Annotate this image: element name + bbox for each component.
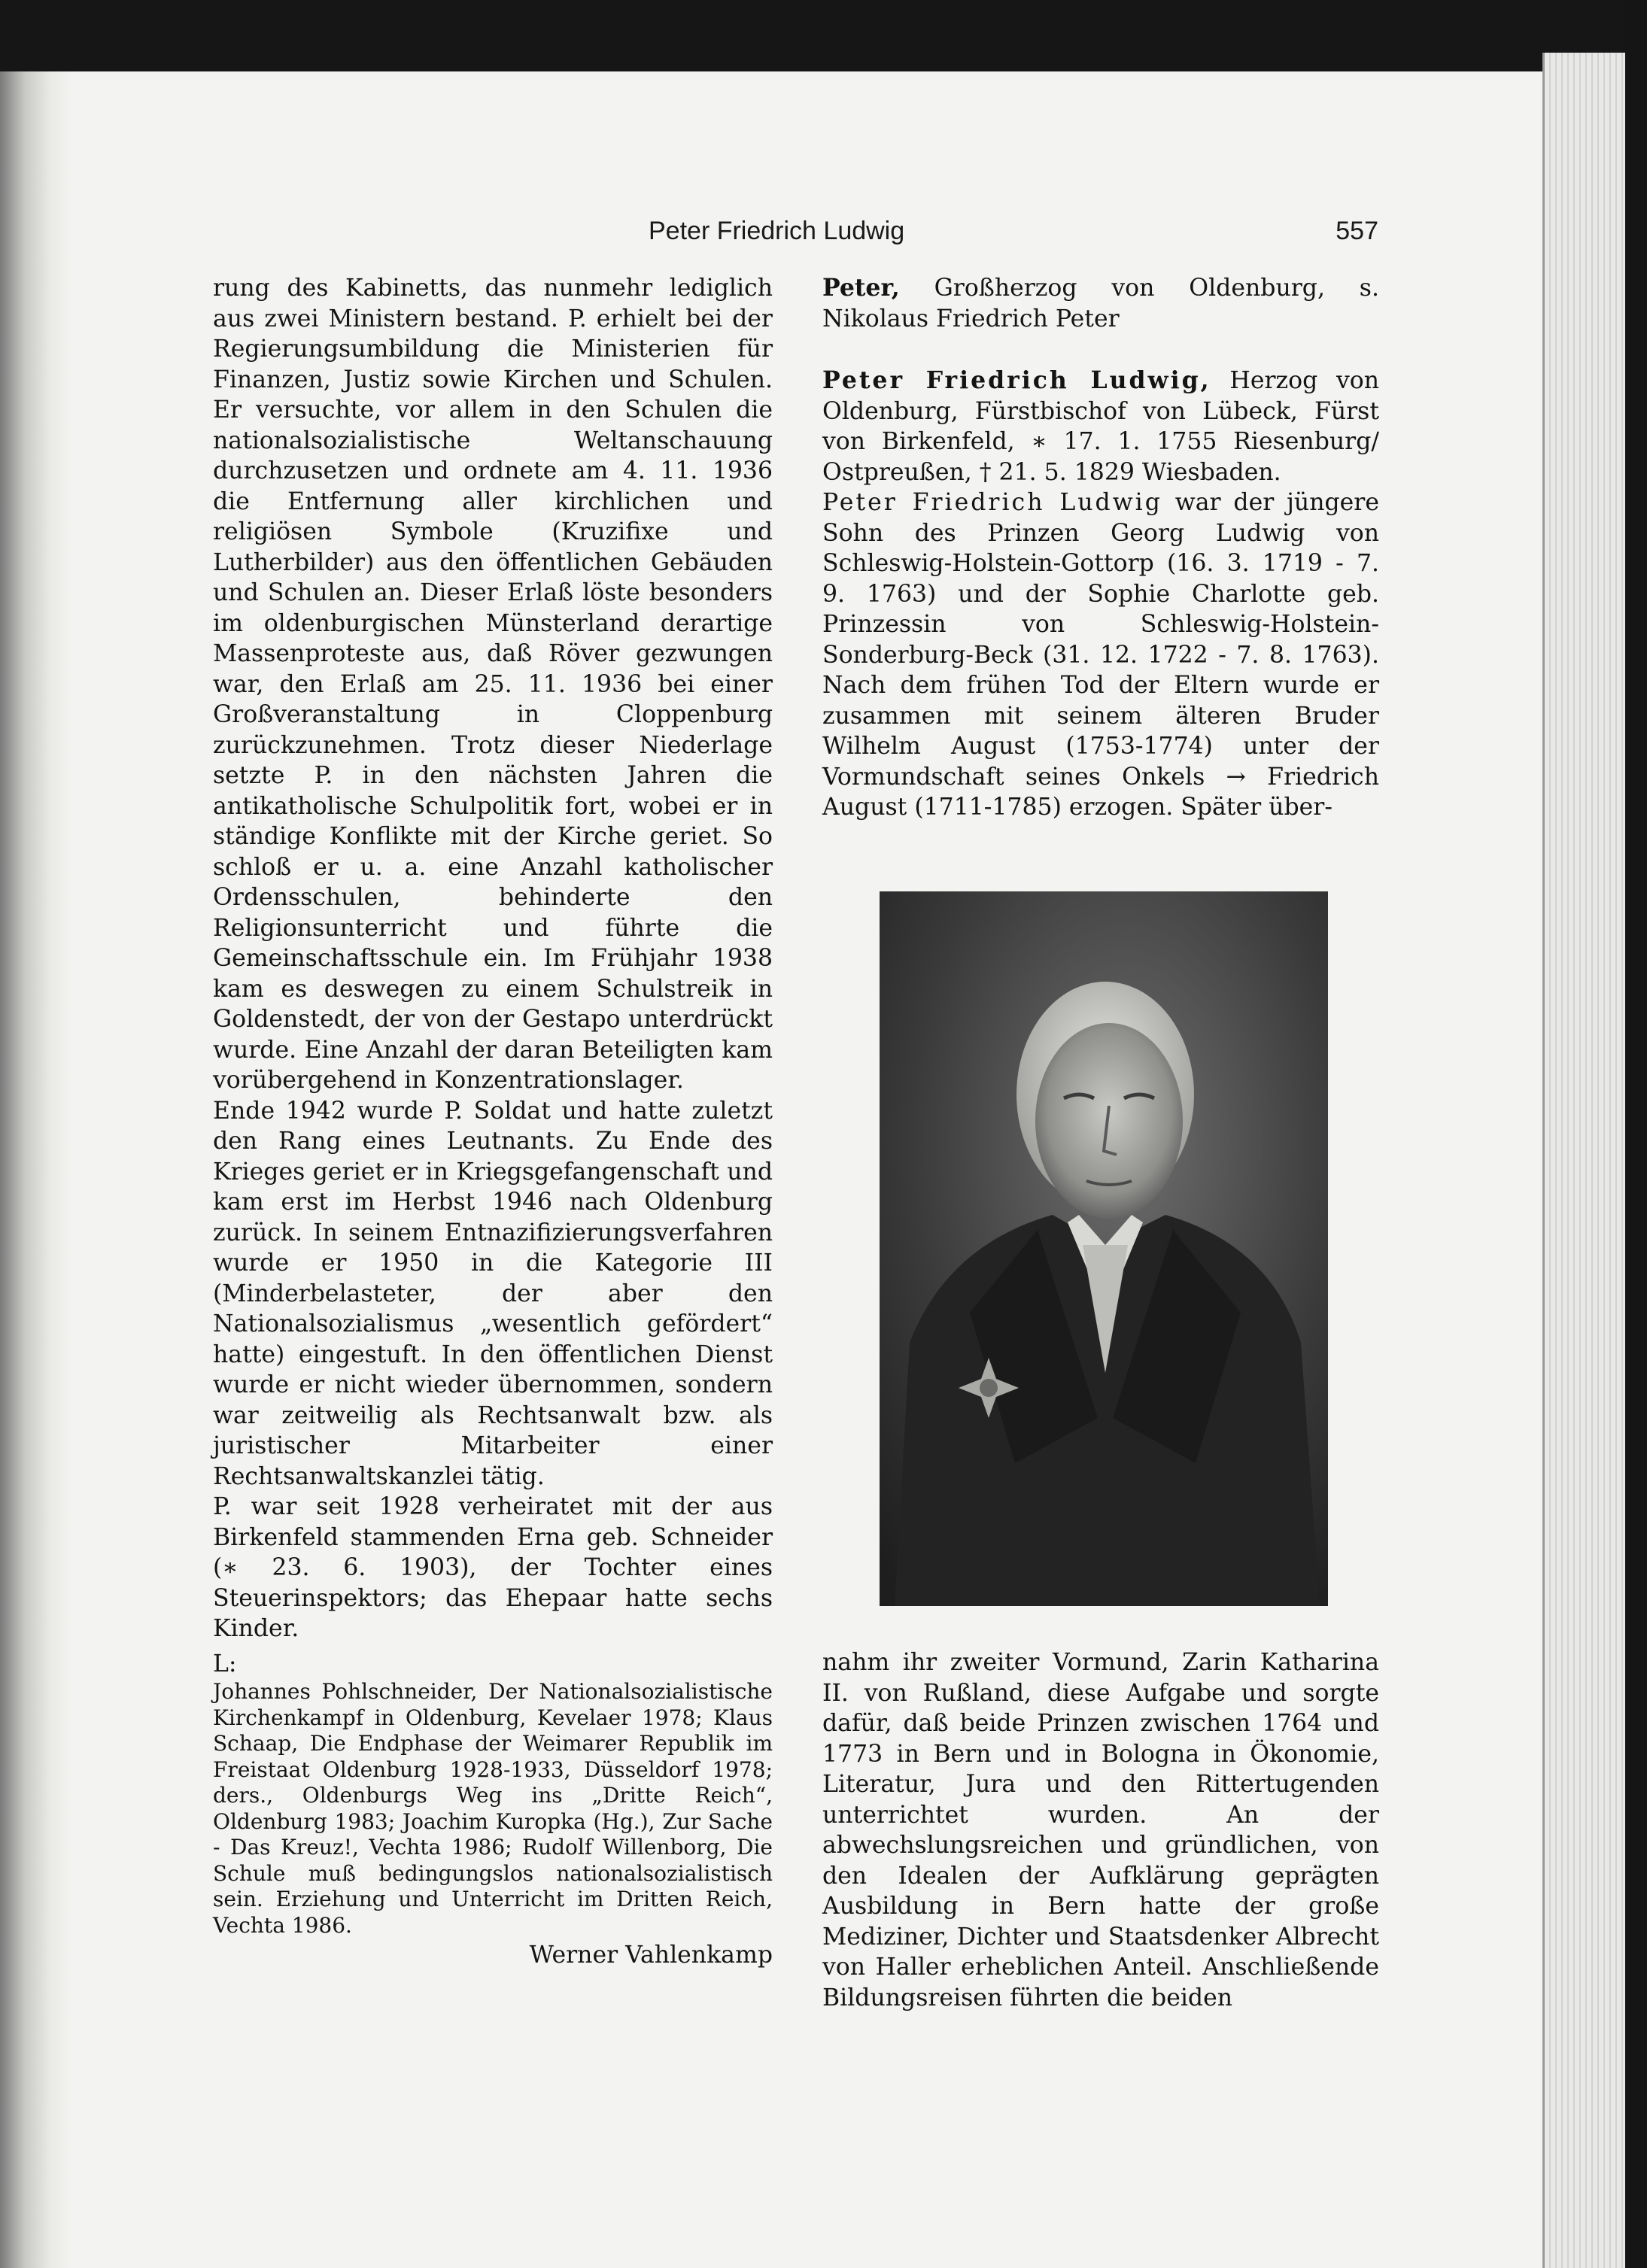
left-paragraph-1: rung des Kabinetts, das nunmehr lediglich aus zwei Ministern bestand. P. erhielt bei der Regierungsumbildung die Ministerien für Finanzen, Justiz sowie Kirchen und Schulen. Er versuchte, vor allem in den Schulen die nationalsozialistische Weltanschauung durchzusetzen und ordnete am 4. 11. 1936 die Entfernung aller kirchlichen und religiösen Symbole (Kruzifixe und Lutherbilder) aus den öffentlichen Gebäuden und Schulen an. Dieser Erlaß löste besonders im oldenburgischen Münsterland derartige Massenproteste aus, daß Röver gezwungen war, den Erlaß am 25. 11. 1936 bei einer Großveranstaltung in Cloppenburg zurückzunehmen. Trotz dieser Niederlage setzte P. in den nächsten Jahren die antikatholische Schulpolitik fort, wobei er in ständige Konflikte mit der Kirche geriet. So schloß er u. a. eine Anzahl katholischer Ordensschulen, behinderte den Religionsunterricht und führte die Gemeinschaftsschule ein. Im Frühjahr 1938 kam es deswegen zu einem Schulstreik in Goldenstedt, der von der Gestapo unterdrückt wurde. Eine Anzahl der daran Beteiligten kam vorübergehend in Konzentrationslager.: [213, 275, 773, 1094]
page-number: 557: [1336, 217, 1378, 245]
literature-label: L:: [213, 1650, 237, 1677]
crossref-name: Peter,: [822, 274, 900, 302]
literature-list: Johannes Pohlschneider, Der Nationalsozialistische Kirchenkampf in Oldenburg, Kevelaer 1978; Klaus Schaap, Die Endphase der Weimarer Republik im Freistaat Oldenburg 1928-1933, Düsseldorf 1978; ders., Oldenburgs Weg ins „Dritte Reich“, Oldenburg 1983; Joachim Kuropka (Hg.), Zur Sache - Das Kreuz!, Vechta 1986; Rudolf Willenborg, Die Schule muß bedingungslos nationalsozialistisch sein. Erziehung und Unterricht im Dritten Reich, Vechta 1986.: [213, 1679, 773, 1938]
left-paragraph-2: Ende 1942 wurde P. Soldat und hatte zuletzt den Rang eines Leutnants. Zu Ende des Krieges geriet er in Kriegsgefangenschaft und kam erst im Herbst 1946 nach Oldenburg zurück. In seinem Entnazifizierungsverfahren wurde er 1950 in die Kategorie III (Minderbelasteter, der aber den Nationalsozialismus „wesentlich gefördert“ hatte) eingestuft. In den öffentlichen Dienst wurde er nicht wieder übernommen, sondern war zeitweilig als Rechtsanwalt bzw. als juristischer Mitarbeiter einer Rechtsanwaltskanzlei tätig.: [213, 1097, 773, 1490]
left-paragraph-3: P. war seit 1928 verheiratet mit der aus Birkenfeld stammenden Erna geb. Schneider (∗ 23. 6. 1903), der Tochter eines Steuerinspektors; das Ehepaar hatte sechs Kinder.: [213, 1493, 773, 1642]
entry-header: [822, 366, 1379, 487]
book-gutter: [0, 71, 71, 2268]
crossref-entry: [822, 273, 1379, 334]
right-column-top: [822, 273, 1379, 823]
left-column: [213, 273, 773, 1971]
right-column-bottom: [822, 1647, 1379, 2013]
entry-body-name: Peter Friedrich Ludwig: [822, 489, 1162, 516]
running-head-title: Peter Friedrich Ludwig: [649, 217, 905, 245]
entry-body-text-1: war der jüngere Sohn des Prinzen Georg Ludwig von Schleswig-Holstein-Gottorp (16. 3. 1719 - 7. 9. 1763) und der Sophie Charlotte geb. Prinzessin von Schleswig-Holstein-Sonderburg-Beck (31. 12. 1722 - 7. 8. 1763). Nach dem frühen Tod der Eltern wurde er zusammen mit seinem älteren Bruder Wilhelm August (1753-1774) unter der Vormundschaft seines Onkels → Friedrich August (1711-1785) erzogen. Später über-: [822, 489, 1379, 821]
entry-body-1: [822, 487, 1379, 823]
entry-body-2: nahm ihr zweiter Vormund, Zarin Katharina II. von Rußland, diese Aufgabe und sorgte dafür, daß beide Prinzen zwischen 1764 und 1773 in Bern und in Bologna in Ökonomie, Literatur, Jura und den Rittertugenden unterrichtet wurden. An der abwechslungsreichen und gründlichen, von den Idealen der Aufklärung geprägten Ausbildung in Bern hatte der große Mediziner, Dichter und Staatsdenker Albrecht von Haller erheblichen Anteil. Anschließende Bildungsreisen führten die beiden: [822, 1649, 1379, 2011]
crossref-text: Großherzog von Oldenburg, s. Nikolaus Friedrich Peter: [822, 275, 1379, 332]
entry-name: Peter Friedrich Ludwig,: [822, 366, 1211, 394]
portrait-image: [880, 891, 1328, 1606]
author-signature: Werner Vahlenkamp: [529, 1942, 773, 1969]
portrait-drawing: [880, 891, 1328, 1606]
scan-background-top: [0, 0, 1647, 71]
entry-header-text: Herzog von Oldenburg, Fürstbischof von Lübeck, Fürst von Birkenfeld, ∗ 17. 1. 1755 Riesenburg/ Ostpreußen, † 21. 5. 1829 Wiesbaden.: [822, 367, 1379, 486]
running-head: [649, 217, 1378, 254]
scan-background-right: [1625, 0, 1647, 2268]
